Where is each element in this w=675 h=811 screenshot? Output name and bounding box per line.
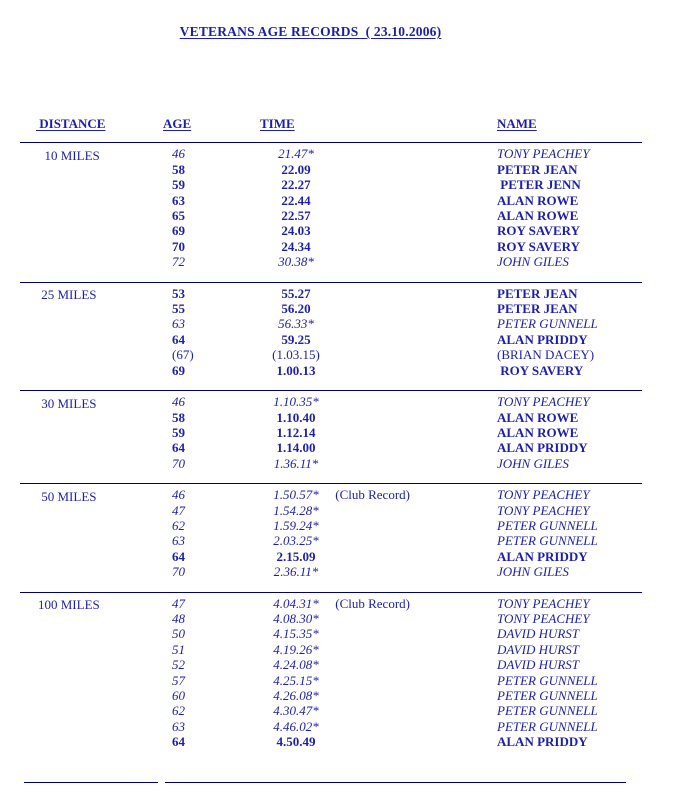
time-cell [260, 456, 495, 471]
distance-label: 25 MILES [38, 287, 97, 303]
time-cell [260, 347, 495, 362]
time-value: 22.44 [281, 192, 311, 208]
time-value: 1.10.35* [273, 394, 319, 410]
age-cell: 47 [172, 502, 185, 518]
name-cell: TONY PEACHEY [497, 610, 590, 626]
name-cell: PETER GUNNELL [497, 703, 598, 719]
time-value: 1.12.14 [276, 424, 316, 440]
time-cell [260, 564, 495, 579]
age-cell: 55 [172, 301, 185, 317]
record-row [20, 223, 642, 238]
header-cell-distance: DISTANCE [36, 116, 106, 131]
record-row [20, 332, 642, 347]
distance-spacer-cell [20, 549, 163, 564]
name-cell: PETER GUNNELL [497, 672, 598, 688]
record-row [20, 456, 642, 471]
distance-spacer-cell [20, 425, 163, 440]
age-cell: 62 [172, 517, 185, 533]
time-value: 1.10.40 [276, 409, 316, 425]
name-cell: ALAN ROWE [497, 208, 579, 224]
distance-section [20, 142, 642, 281]
name-cell: JOHN GILES [497, 455, 569, 471]
age-cell: 63 [172, 192, 185, 208]
distance-label: 10 MILES [38, 147, 100, 163]
record-row [20, 703, 642, 718]
name-cell: TONY PEACHEY [497, 146, 590, 162]
record-row [20, 487, 642, 502]
distance-spacer-cell [20, 208, 163, 223]
time-cell [260, 425, 495, 440]
name-cell: TONY PEACHEY [497, 502, 590, 518]
time-cell [260, 549, 495, 564]
time-value: 59.25 [281, 331, 311, 347]
time-cell [260, 410, 495, 425]
record-row [20, 440, 642, 455]
age-cell: 59 [172, 177, 185, 193]
time-value: 4.46.02* [273, 718, 319, 734]
time-value: 56.33* [278, 316, 314, 332]
name-cell: PETER JENN [497, 177, 581, 193]
record-row [20, 611, 642, 626]
time-cell [260, 363, 495, 378]
name-cell: ALAN PRIDDY [497, 548, 588, 564]
name-cell: (BRIAN DACEY) [497, 347, 595, 363]
distance-spacer-cell [20, 332, 163, 347]
time-value: 1.59.24* [273, 517, 319, 533]
time-value: 56.20 [281, 301, 311, 317]
record-row [20, 425, 642, 440]
section-rows [20, 394, 642, 471]
record-row [20, 657, 642, 672]
name-cell: ALAN PRIDDY [497, 331, 588, 347]
name-cell: ROY SAVERY [497, 362, 584, 378]
age-cell: 58 [172, 409, 185, 425]
record-row [20, 734, 642, 749]
time-value: 4.50.49 [276, 734, 316, 750]
distance-spacer-cell [20, 316, 163, 331]
record-row [20, 673, 642, 688]
page-title: VETERANS AGE RECORDS ( 23.10.2006) [179, 24, 442, 39]
distance-spacer-cell [20, 254, 163, 269]
distance-spacer-cell [20, 347, 163, 362]
record-row [20, 301, 642, 316]
table-header [20, 116, 642, 142]
name-cell: PETER JEAN [497, 285, 578, 301]
distance-spacer-cell [20, 673, 163, 688]
time-value: 1.00.13 [276, 362, 316, 378]
time-cell [260, 533, 495, 548]
name-cell: PETER GUNNELL [497, 688, 598, 703]
name-cell: ALAN ROWE [497, 192, 579, 208]
time-value: (1.03.15) [272, 347, 320, 363]
records-table [20, 116, 642, 783]
time-value: 21.47* [278, 146, 314, 162]
time-cell [260, 673, 495, 688]
time-value: 1.54.28* [273, 502, 319, 518]
distance-spacer-cell [20, 703, 163, 718]
time-value: 4.15.35* [273, 626, 319, 642]
distance-section [20, 483, 642, 591]
time-value: 2.15.09 [276, 548, 316, 564]
section-rows [20, 487, 642, 579]
distance-section [20, 592, 642, 762]
name-cell: ROY SAVERY [497, 238, 580, 254]
age-cell: 63 [172, 533, 185, 549]
distance-spacer-cell [20, 410, 163, 425]
age-cell: 53 [172, 285, 185, 301]
time-cell [260, 208, 495, 223]
time-cell [260, 688, 495, 703]
time-cell [260, 719, 495, 734]
distance-section [20, 390, 642, 483]
section-rows [20, 286, 642, 378]
record-row [20, 254, 642, 269]
record-row [20, 162, 642, 177]
time-cell [260, 657, 495, 672]
age-cell: 70 [172, 564, 185, 580]
time-value: 4.24.08* [273, 657, 319, 673]
name-cell: PETER GUNNELL [497, 316, 598, 332]
age-cell: 58 [172, 161, 185, 177]
distance-spacer-cell [20, 719, 163, 734]
time-cell [260, 193, 495, 208]
record-row [20, 193, 642, 208]
record-row [20, 596, 642, 611]
record-row [20, 286, 642, 301]
time-value: 4.26.08* [273, 688, 319, 703]
record-row [20, 146, 642, 161]
age-cell: 51 [172, 641, 185, 657]
distance-label: 30 MILES [38, 395, 97, 411]
distance-spacer-cell [20, 642, 163, 657]
distance-spacer-cell [20, 503, 163, 518]
time-cell [260, 611, 495, 626]
time-cell [260, 286, 495, 301]
age-cell: 69 [172, 362, 185, 378]
bottom-rule-right-segment [165, 782, 626, 783]
age-cell: 65 [172, 208, 185, 224]
distance-spacer-cell [20, 564, 163, 579]
name-cell: PETER GUNNELL [497, 517, 598, 533]
age-cell: 64 [172, 548, 185, 564]
name-cell: PETER GUNNELL [497, 718, 598, 734]
time-note: (Club Record) [332, 595, 410, 611]
name-cell: ALAN ROWE [497, 424, 579, 440]
time-value: 4.30.47* [273, 703, 319, 719]
time-value: 1.50.57* [273, 487, 319, 503]
time-cell [260, 239, 495, 254]
distance-spacer-cell [20, 363, 163, 378]
time-value: 22.57 [281, 208, 311, 224]
time-value: 4.25.15* [273, 672, 319, 688]
bottom-rule-left-segment [24, 782, 158, 783]
record-row [20, 177, 642, 192]
distance-spacer-cell [20, 657, 163, 672]
time-value: 4.08.30* [273, 610, 319, 626]
record-row [20, 208, 642, 223]
distance-spacer-cell [20, 239, 163, 254]
age-cell: 62 [172, 703, 185, 719]
time-value: 1.36.11* [273, 455, 319, 471]
distance-spacer-cell [20, 162, 163, 177]
age-cell: (67) [172, 347, 194, 363]
name-cell: DAVID HURST [497, 641, 580, 657]
table-body [20, 142, 642, 761]
distance-spacer-cell [20, 626, 163, 641]
time-cell [260, 332, 495, 347]
record-row [20, 549, 642, 564]
name-cell: JOHN GILES [497, 254, 569, 270]
name-cell: JOHN GILES [497, 564, 569, 580]
record-row [20, 316, 642, 331]
age-cell: 48 [172, 610, 185, 626]
age-cell: 46 [172, 146, 185, 162]
header-cell-time: TIME [260, 116, 295, 131]
name-cell: PETER GUNNELL [497, 533, 598, 549]
record-row [20, 347, 642, 362]
distance-spacer-cell [20, 177, 163, 192]
age-cell: 60 [172, 688, 185, 703]
time-cell [260, 316, 495, 331]
age-cell: 64 [172, 331, 185, 347]
time-value: 22.27 [281, 177, 311, 193]
distance-spacer-cell [20, 518, 163, 533]
time-cell [260, 642, 495, 657]
name-cell: ALAN PRIDDY [497, 734, 588, 750]
age-cell: 59 [172, 424, 185, 440]
time-cell [260, 440, 495, 455]
time-cell [260, 394, 495, 409]
distance-label: 100 MILES [38, 597, 100, 613]
time-cell [260, 503, 495, 518]
record-row [20, 642, 642, 657]
time-value: 4.19.26* [273, 641, 319, 657]
time-cell [260, 626, 495, 641]
record-row [20, 239, 642, 254]
name-cell: PETER JEAN [497, 301, 578, 317]
distance-spacer-cell [20, 301, 163, 316]
bottom-rule [24, 782, 642, 783]
record-row [20, 688, 642, 703]
age-cell: 64 [172, 440, 185, 456]
name-cell: DAVID HURST [497, 657, 580, 673]
document-page [0, 24, 675, 783]
time-value: 24.03 [281, 223, 311, 239]
name-cell: ALAN ROWE [497, 409, 579, 425]
distance-spacer-cell [20, 734, 163, 749]
time-value: 1.14.00 [276, 440, 316, 456]
age-cell: 52 [172, 657, 185, 673]
distance-spacer-cell [20, 223, 163, 238]
time-cell [260, 301, 495, 316]
record-row [20, 719, 642, 734]
name-cell: TONY PEACHEY [497, 487, 590, 503]
name-cell: PETER JEAN [497, 161, 578, 177]
record-row [20, 626, 642, 641]
bottom-rule-gap [158, 782, 165, 783]
record-row [20, 518, 642, 533]
time-value: 2.36.11* [273, 564, 319, 580]
distance-spacer-cell [20, 193, 163, 208]
time-value: 55.27 [281, 285, 311, 301]
time-value: 4.04.31* [273, 595, 319, 611]
time-value: 24.34 [281, 238, 311, 254]
section-rows [20, 146, 642, 269]
time-cell [260, 254, 495, 269]
distance-spacer-cell [20, 611, 163, 626]
record-row [20, 564, 642, 579]
section-rows [20, 596, 642, 750]
time-value: 30.38* [278, 254, 314, 270]
header-cell-age: AGE [163, 116, 192, 131]
age-cell: 70 [172, 455, 185, 471]
name-cell: TONY PEACHEY [497, 595, 590, 611]
time-cell [260, 146, 495, 161]
age-cell: 64 [172, 734, 185, 750]
age-cell: 63 [172, 316, 185, 332]
record-row [20, 533, 642, 548]
distance-label: 50 MILES [38, 488, 97, 504]
time-value: 22.09 [281, 161, 311, 177]
time-cell [260, 734, 495, 749]
time-cell [260, 596, 495, 611]
age-cell: 72 [172, 254, 185, 270]
record-row [20, 410, 642, 425]
distance-section [20, 282, 642, 390]
time-note: (Club Record) [332, 487, 410, 503]
name-cell: ALAN PRIDDY [497, 440, 588, 456]
record-row [20, 503, 642, 518]
record-row [20, 363, 642, 378]
record-row [20, 394, 642, 409]
name-cell: TONY PEACHEY [497, 394, 590, 410]
time-cell [260, 223, 495, 238]
distance-spacer-cell [20, 440, 163, 455]
age-cell: 46 [172, 394, 185, 410]
time-cell [260, 703, 495, 718]
time-cell [260, 162, 495, 177]
time-cell [260, 177, 495, 192]
age-cell: 50 [172, 626, 185, 642]
time-value: 2.03.25* [273, 533, 319, 549]
name-cell: ROY SAVERY [497, 223, 580, 239]
age-cell: 70 [172, 238, 185, 254]
header-cell-name: NAME [497, 116, 537, 131]
distance-spacer-cell [20, 688, 163, 703]
age-cell: 63 [172, 718, 185, 734]
time-cell [260, 518, 495, 533]
time-cell [260, 487, 495, 502]
age-cell: 69 [172, 223, 185, 239]
age-cell: 47 [172, 595, 185, 611]
distance-spacer-cell [20, 533, 163, 548]
age-cell: 57 [172, 672, 185, 688]
distance-spacer-cell [20, 456, 163, 471]
age-cell: 46 [172, 487, 185, 503]
name-cell: DAVID HURST [497, 626, 580, 642]
